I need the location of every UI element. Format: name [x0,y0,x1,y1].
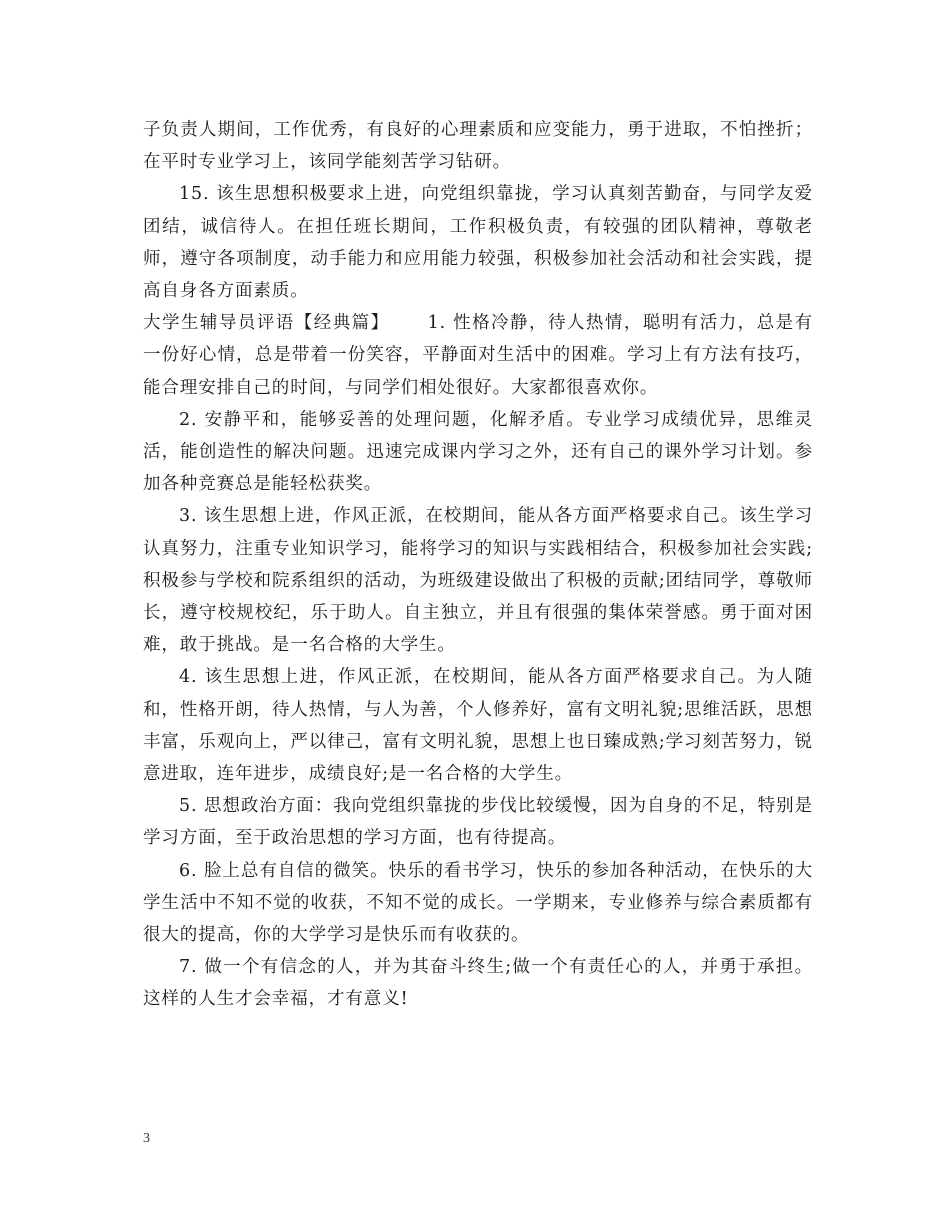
paragraph-item-1: 1. 性格冷静，待人热情，聪明有活力，总是有一份好心情，总是带着一份笑容，平静面对生活中的困难。学习上有方法有技巧，能合理安排自己的时间，与同学们相处很好。大家都很喜欢你。 [143,313,813,398]
paragraph-item-3: 3. 该生思想上进，作风正派，在校期间，能从各方面严格要求自己。该生学习认真努力，注重专业知识学习，能将学习的知识与实践相结合，积极参加社会实践;积极参与学校和院系组织的活动，为班级建设做出了积极的贡献;团结同学，尊敬师长，遵守校规校纪，乐于助人。自主独立，并且有很强的集体荣誉感。勇于面对困难，敢于挑战。是一名合格的大学生。 [143,506,813,656]
paragraph-continued: 子负责人期间，工作优秀，有良好的心理素质和应变能力，勇于进取，不怕挫折；在平时专业学习上，该同学能刻苦学习钻研。 [143,120,813,173]
paragraph-item-4: 4. 该生思想上进，作风正派，在校期间，能从各方面严格要求自己。为人随和，性格开朗，待人热情，与人为善，个人修养好，富有文明礼貌;思维活跃，思想丰富，乐观向上，严以律己，富有文明礼貌，思想上也日臻成熟;学习刻苦努力，锐意进取，连年进步，成绩良好;是一名合格的大学生。 [143,667,813,785]
paragraph-item-6: 6. 脸上总有自信的微笑。快乐的看书学习，快乐的参加各种活动，在快乐的大学生活中不知不觉的收获，不知不觉的成长。一学期来，专业修养与综合素质都有很大的提高，你的大学学习是快乐而有收获的。 [143,860,813,946]
section-heading: 大学生辅导员评语【经典篇】 [143,313,390,334]
page-number: 3 [143,1131,150,1146]
paragraph-item-5: 5. 思想政治方面：我向党组织靠拢的步伐比较缓慢，因为自身的不足，特别是学习方面，至于政治思想的学习方面，也有待提高。 [143,796,813,849]
paragraph-item-15: 15. 该生思想积极要求上进，向党组织靠拢，学习认真刻苦勤奋，与同学友爱团结，诚信待人。在担任班长期间，工作积极负责，有较强的团队精神，尊敬老师，遵守各项制度，动手能力和应用能力较强，积极参加社会活动和社会实践，提高自身各方面素质。 [143,184,813,302]
paragraph-item-7: 7. 做一个有信念的人，并为其奋斗终生;做一个有责任心的人，并勇于承担。这样的人生才会幸福，才有意义! [143,957,813,1010]
paragraph-item-2: 2. 安静平和，能够妥善的处理问题，化解矛盾。专业学习成绩优异，思维灵活，能创造性的解决问题。迅速完成课内学习之外，还有自己的课外学习计划。参加各种竞赛总是能轻松获奖。 [143,409,813,495]
section-paragraph [143,307,813,404]
document-body [143,114,813,1016]
